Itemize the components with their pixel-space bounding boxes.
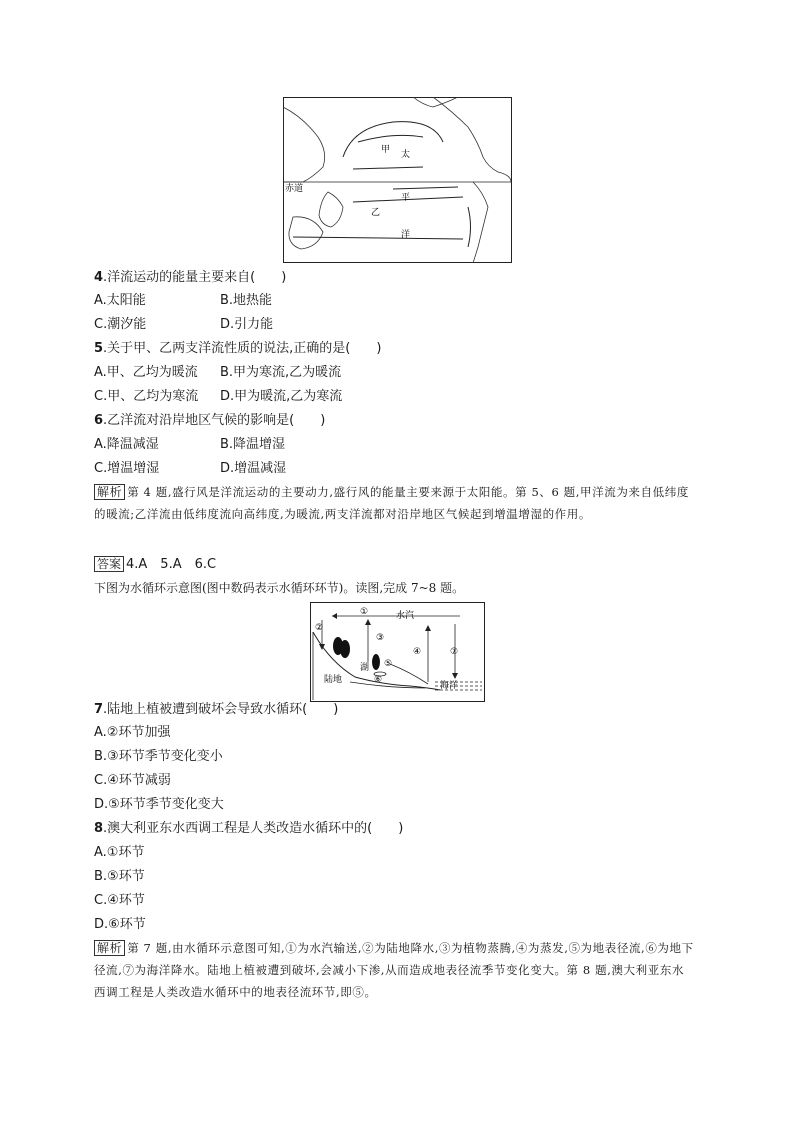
q4-options-row2 — [94, 317, 273, 333]
diagram-ocean: 海洋 — [440, 681, 459, 691]
map-label-yi: 乙 — [371, 208, 381, 218]
explanation-2 — [94, 937, 696, 1003]
q6-option-a[interactable]: A.降温减湿 — [94, 437, 159, 452]
explanation-1 — [94, 481, 696, 525]
question-4: 4.洋流运动的能量主要来自( ) — [94, 270, 287, 285]
q5-options-row1 — [94, 365, 341, 381]
water-cycle-diagram — [310, 602, 485, 702]
question-6: 6.乙洋流对沿岸地区气候的影响是( ) — [94, 413, 326, 428]
answer-1 — [94, 556, 216, 573]
ocean-current-map — [283, 97, 512, 263]
question-7: 7.陆地上植被遭到破坏会导致水循环( ) — [94, 702, 339, 717]
q5-option-a[interactable]: A.甲、乙均为暖流 — [94, 365, 198, 380]
diagram-n4: ④ — [413, 647, 422, 657]
intro-7-8: 下图为水循环示意图(图中数码表示水循环环节)。读图,完成 7~8 题。 — [94, 581, 465, 595]
q7-option-a[interactable]: A.②环节加强 — [94, 725, 171, 740]
q8-option-b[interactable]: B.⑤环节 — [94, 869, 145, 884]
diagram-n3: ③ — [376, 633, 385, 643]
q5-option-b[interactable]: B.甲为寒流,乙为暖流 — [220, 365, 342, 380]
question-5: 5.关于甲、乙两支洋流性质的说法,正确的是( ) — [94, 341, 382, 356]
map-label-equator: 赤道 — [285, 184, 304, 194]
q6-option-d[interactable]: D.增温减湿 — [220, 461, 287, 476]
q5-option-d[interactable]: D.甲为暖流,乙为寒流 — [220, 389, 343, 404]
q6-options-row1 — [94, 437, 285, 453]
q7-option-b[interactable]: B.③环节季节变化变小 — [94, 749, 223, 764]
q5-options-row2 — [94, 389, 342, 405]
q6-option-c[interactable]: C.增温增湿 — [94, 461, 160, 476]
q4-options-row1 — [94, 293, 272, 309]
diagram-n6: ⑥ — [374, 675, 383, 685]
map-label-tai: 太 — [401, 150, 411, 160]
q4-option-d[interactable]: D.引力能 — [220, 317, 274, 332]
diagram-n2: ② — [315, 623, 324, 633]
answer-1-tag: 答案 — [94, 556, 124, 572]
answer-1-text: 4.A 5.A 6.C — [126, 557, 217, 572]
q6-options-row2 — [94, 461, 286, 477]
diagram-n7: ⑦ — [450, 647, 459, 657]
map-label-jia: 甲 — [381, 145, 391, 155]
q5-option-c[interactable]: C.甲、乙均为寒流 — [94, 389, 199, 404]
question-8: 8.澳大利亚东水西调工程是人类改造水循环中的( ) — [94, 821, 404, 836]
q8-option-a[interactable]: A.①环节 — [94, 845, 145, 860]
diagram-vapor: 水汽 — [396, 611, 415, 621]
q7-option-c[interactable]: C.④环节减弱 — [94, 773, 171, 788]
q6-option-b[interactable]: B.降温增湿 — [220, 437, 286, 452]
q4-option-c[interactable]: C.潮汐能 — [94, 317, 147, 332]
q7-option-d[interactable]: D.⑤环节季节变化变大 — [94, 797, 224, 812]
explanation-2-text: 第 7 题,由水循环示意图可知,①为水汽输送,②为陆地降水,③为植物蒸腾,④为蒸发,⑤为地表径流,⑥为地下径流,⑦为海洋降水。陆地上植被遭到破坏,会减小下渗,从而造成地表径流季节变化变大。第 8 题,澳大利亚东水西调工程是人类改造水循环中的地表径流环节,即⑤。 — [94, 941, 694, 999]
explanation-1-tag: 解析 — [94, 484, 125, 500]
q4-option-a[interactable]: A.太阳能 — [94, 293, 146, 308]
diagram-n5: ⑤ — [384, 659, 393, 669]
q8-option-d[interactable]: D.⑥环节 — [94, 917, 146, 932]
map-label-ping: 平 — [401, 193, 411, 203]
diagram-land: 陆地 — [324, 675, 343, 685]
explanation-1-text: 第 4 题,盛行风是洋流运动的主要动力,盛行风的能量主要来源于太阳能。第 5、6 题,甲洋流为来自低纬度的暖流;乙洋流由低纬度流向高纬度,为暖流,两支洋流都对沿岸地区气候起到增温增湿的作用。 — [94, 485, 689, 521]
diagram-n1: ① — [360, 607, 369, 617]
map-label-yang: 洋 — [401, 230, 411, 240]
explanation-2-tag: 解析 — [94, 940, 125, 956]
q8-option-c[interactable]: C.④环节 — [94, 893, 145, 908]
diagram-lake: 湖 — [360, 663, 370, 673]
q4-option-b[interactable]: B.地热能 — [220, 293, 273, 308]
